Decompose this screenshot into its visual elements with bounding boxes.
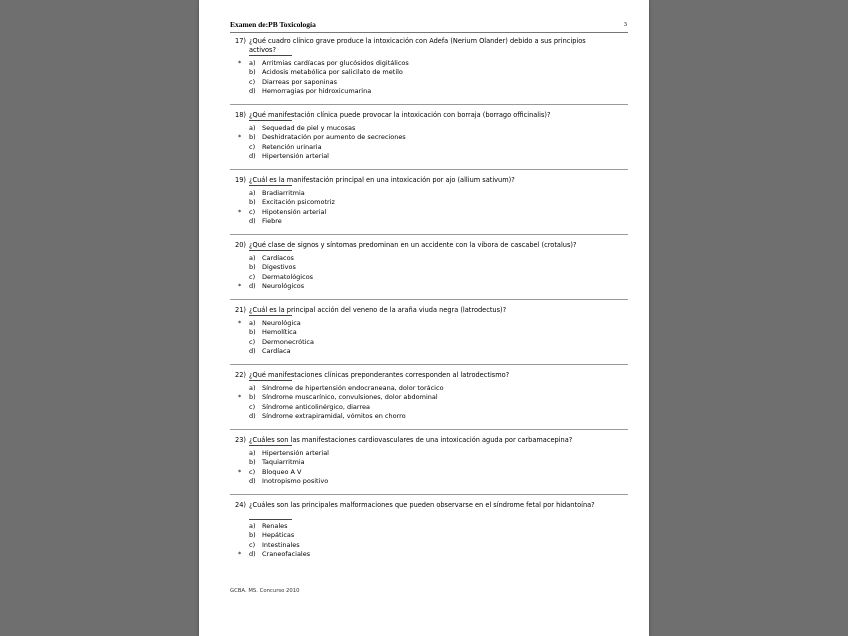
question-separator (230, 299, 628, 300)
question-text: ¿Qué cuadro clínico grave produce la intoxicación con Adefa (Nerium Olander) debido a sus principios activos? (249, 37, 586, 54)
question-separator (230, 429, 628, 430)
question-number: 17) (235, 37, 246, 45)
page-footer: GCBA. MS. Concurso 2010 (230, 588, 300, 594)
option-text: Deshidratación por aumento de secreciones (262, 133, 406, 142)
question-underline (249, 380, 292, 381)
option-text: Taquiarritmia (262, 458, 305, 467)
question-underline (249, 250, 292, 251)
option-text: Hepáticas (262, 531, 295, 540)
options-list (230, 384, 628, 421)
option-letter: c) (249, 207, 256, 216)
option-text: Neurológicos (262, 281, 305, 290)
option-letter: a) (249, 522, 256, 530)
question-text: ¿Cuál es la manifestación principal en una intoxicación por ajo (allium sativum)? (249, 176, 515, 184)
options-list (230, 59, 628, 96)
question-underline (249, 519, 292, 520)
option-text: Inotropismo positivo (262, 476, 329, 485)
option-d (230, 282, 628, 291)
question-underline (249, 185, 292, 186)
question-number: 18) (235, 111, 246, 119)
option-b (230, 531, 628, 540)
option-a (230, 59, 628, 68)
question-separator (230, 104, 628, 105)
option-d (230, 347, 628, 356)
question-text: ¿Qué manifestaciones clínicas preponderantes corresponden al latrodectismo? (249, 371, 510, 379)
question-separator (230, 234, 628, 235)
option-text: Bloqueo A V (262, 467, 302, 476)
question-underline (249, 120, 292, 121)
option-b (230, 263, 628, 272)
option-letter: b) (249, 263, 256, 272)
option-letter: d) (249, 346, 256, 355)
option-letter: d) (249, 86, 256, 95)
option-text: Sequedad de piel y mucosas (262, 124, 356, 132)
options-list (230, 522, 628, 559)
option-b (230, 393, 628, 402)
options-list (230, 449, 628, 486)
option-text: Hipertensión arterial (262, 449, 329, 457)
option-letter: a) (249, 124, 256, 132)
option-letter: a) (249, 384, 256, 392)
option-text: Síndrome extrapiramidal, vómitos en chorro (262, 411, 406, 420)
option-letter: b) (249, 198, 256, 207)
option-c (230, 143, 628, 152)
question-underline (249, 445, 292, 446)
question-number: 24) (235, 501, 246, 509)
option-a (230, 384, 628, 393)
options-list (230, 319, 628, 356)
option-c (230, 403, 628, 412)
option-c (230, 338, 628, 347)
option-text: Excitación psicomotriz (262, 198, 335, 207)
option-c (230, 273, 628, 282)
correct-marker: * (238, 133, 242, 142)
option-text: Síndrome de hipertensión endocraneana, dolor torácico (262, 384, 444, 392)
option-text: Fiebre (262, 216, 282, 225)
option-letter: c) (249, 142, 256, 151)
option-text: Craneofaciales (262, 549, 311, 558)
option-letter: d) (249, 476, 256, 485)
question-number: 21) (235, 306, 246, 314)
option-d (230, 412, 628, 421)
option-letter: a) (249, 189, 256, 197)
option-d (230, 152, 628, 161)
option-d (230, 87, 628, 96)
correct-marker: * (238, 467, 242, 476)
option-letter: c) (249, 540, 256, 549)
option-a (230, 449, 628, 458)
option-letter: d) (249, 281, 256, 290)
option-letter: d) (249, 151, 256, 160)
option-letter: b) (249, 458, 256, 467)
option-text: Digestivos (262, 263, 296, 272)
option-letter: c) (249, 467, 256, 476)
option-letter: d) (249, 549, 256, 558)
option-letter: c) (249, 337, 256, 346)
option-b (230, 458, 628, 467)
option-letter: a) (249, 59, 256, 67)
option-b (230, 198, 628, 207)
option-text: Hipertensión arterial (262, 151, 329, 160)
option-text: Síndrome muscarínico, convulsiones, dolor abdominal (262, 393, 438, 402)
option-text: Arritmias cardíacas por glucósidos digitálicos (262, 59, 409, 67)
question-text: ¿Qué manifestación clínica puede provocar la intoxicación con borraja (borrago officinalis)? (249, 111, 551, 119)
option-d (230, 550, 628, 559)
option-text: Renales (262, 522, 288, 530)
question-number: 19) (235, 176, 246, 184)
options-list (230, 189, 628, 226)
option-text: Diarreas por saponinas (262, 77, 338, 86)
page-header (230, 20, 628, 33)
option-a (230, 522, 628, 531)
option-letter: d) (249, 411, 256, 420)
option-letter: c) (249, 77, 256, 86)
option-letter: a) (249, 319, 256, 327)
question-separator (230, 494, 628, 495)
option-text: Bradiarritmia (262, 189, 305, 197)
options-list (230, 254, 628, 291)
option-c (230, 541, 628, 550)
option-text: Hemolítica (262, 328, 297, 337)
option-text: Retención urinaria (262, 142, 322, 151)
option-text: Hemorragias por hidroxicumarina (262, 86, 372, 95)
option-letter: a) (249, 254, 256, 262)
page-number: 3 (623, 21, 627, 28)
question-text: ¿Qué clase de signos y síntomas predominan en un accidente con la víbora de cascabel (crotalus)? (249, 241, 577, 249)
option-text: Dermonecrótica (262, 337, 314, 346)
option-b (230, 328, 628, 337)
option-text: Dermatológicos (262, 272, 314, 281)
exam-title: Examen de:PB Toxicología (230, 20, 316, 29)
option-letter: b) (249, 328, 256, 337)
option-letter: b) (249, 133, 256, 142)
option-letter: a) (249, 449, 256, 457)
question-number: 23) (235, 436, 246, 444)
option-c (230, 78, 628, 87)
question-separator (230, 364, 628, 365)
option-letter: c) (249, 402, 256, 411)
document-page (199, 0, 649, 636)
option-c (230, 468, 628, 477)
option-a (230, 254, 628, 263)
option-letter: b) (249, 531, 256, 540)
question-number: 20) (235, 241, 246, 249)
option-letter: d) (249, 216, 256, 225)
option-d (230, 217, 628, 226)
option-text: Acidosis metabólica por salicilato de metilo (262, 68, 403, 77)
question-text: ¿Cuáles son las principales malformaciones que pueden observarse en el síndrome fetal por hidantoína? (249, 501, 595, 509)
correct-marker: * (238, 281, 242, 290)
question-separator (230, 169, 628, 170)
option-a (230, 189, 628, 198)
correct-marker: * (238, 207, 242, 216)
option-d (230, 477, 628, 486)
option-b (230, 68, 628, 77)
option-letter: b) (249, 393, 256, 402)
question-underline (249, 55, 292, 56)
question-text: ¿Cuáles son las manifestaciones cardiovasculares de una intoxicación aguda por carbamacepina? (249, 436, 573, 444)
correct-marker: * (238, 319, 242, 327)
option-b (230, 133, 628, 142)
option-text: Hipotensión arterial (262, 207, 327, 216)
option-text: Cardíacos (262, 254, 294, 262)
option-a (230, 319, 628, 328)
option-letter: b) (249, 68, 256, 77)
option-text: Intestinales (262, 540, 300, 549)
question-underline (249, 315, 292, 316)
options-list (230, 124, 628, 161)
option-letter: c) (249, 272, 256, 281)
question-text: ¿Cuál es la principal acción del veneno de la araña viuda negra (latrodectus)? (249, 306, 507, 314)
option-text: Cardíaca (262, 346, 291, 355)
correct-marker: * (238, 59, 242, 67)
option-c (230, 208, 628, 217)
option-text: Síndrome anticolinérgico, diarrea (262, 402, 370, 411)
correct-marker: * (238, 549, 242, 558)
option-a (230, 124, 628, 133)
question-number: 22) (235, 371, 246, 379)
option-text: Neurológica (262, 319, 301, 327)
correct-marker: * (238, 393, 242, 402)
